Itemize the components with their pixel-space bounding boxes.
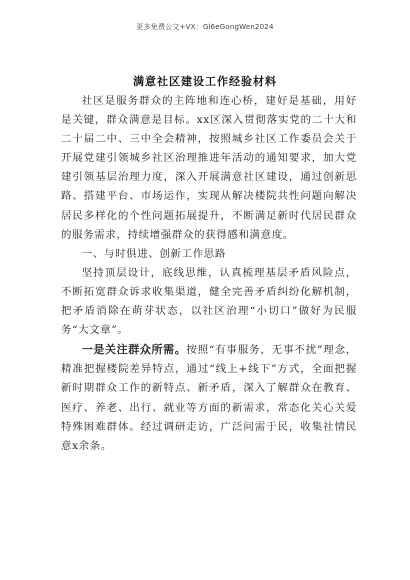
point-paragraph [61, 340, 357, 456]
header-note: 更多免费公文+VX：Gl6eGongWen2024 [136, 23, 274, 31]
section-paragraph: 坚持顶层设计，底线思维，认真梳理基层矛盾风险点，不断拓宽群众诉求收集渠道，健全完善矛盾纠纷化解机制，把矛盾消除在萌芽状态，以社区治理“小切口”做好为民服务“大文章”。 [61, 266, 357, 337]
point-body: 按照“有事服务，无事不扰”理念，精准把握楼院差异特点，通过“线上+线下”方式，全面把握新时期群众工作的新特点、新矛盾，深入了解群众在教育、医疗、养老、出行、就业等方面的新需求，常态化关心关爱特殊困难群体。经过调研走访，广泛问需于民，收集社情民意x余条。 [61, 344, 357, 452]
intro-paragraph: 社区是服务群众的主阵地和连心桥，建好是基础，用好是关键，群众满意是目标。xx区深入贯彻落实党的二十大和二十届二中、三中全会精神，按照城乡社区工作委员会关于开展党建引领城乡社区治理推进年活动的通知要求，加大党建引领基层治理力度，深入开展满意社区建设，通过创新思路、搭建平台、市场运作，实现从解决楼院共性问题向解决居民多样化的个性问题拓展提升，不断满足新时代居民群众的服务需求，持续增强群众的获得感和满意度。 [61, 95, 357, 241]
document-body [61, 92, 357, 456]
point-lead: 一是关注群众所需。 [81, 343, 187, 357]
section-heading: 一、与时俱进、创新工作思路 [81, 247, 226, 260]
document-title: 满意社区建设工作经验材料 [133, 75, 277, 88]
